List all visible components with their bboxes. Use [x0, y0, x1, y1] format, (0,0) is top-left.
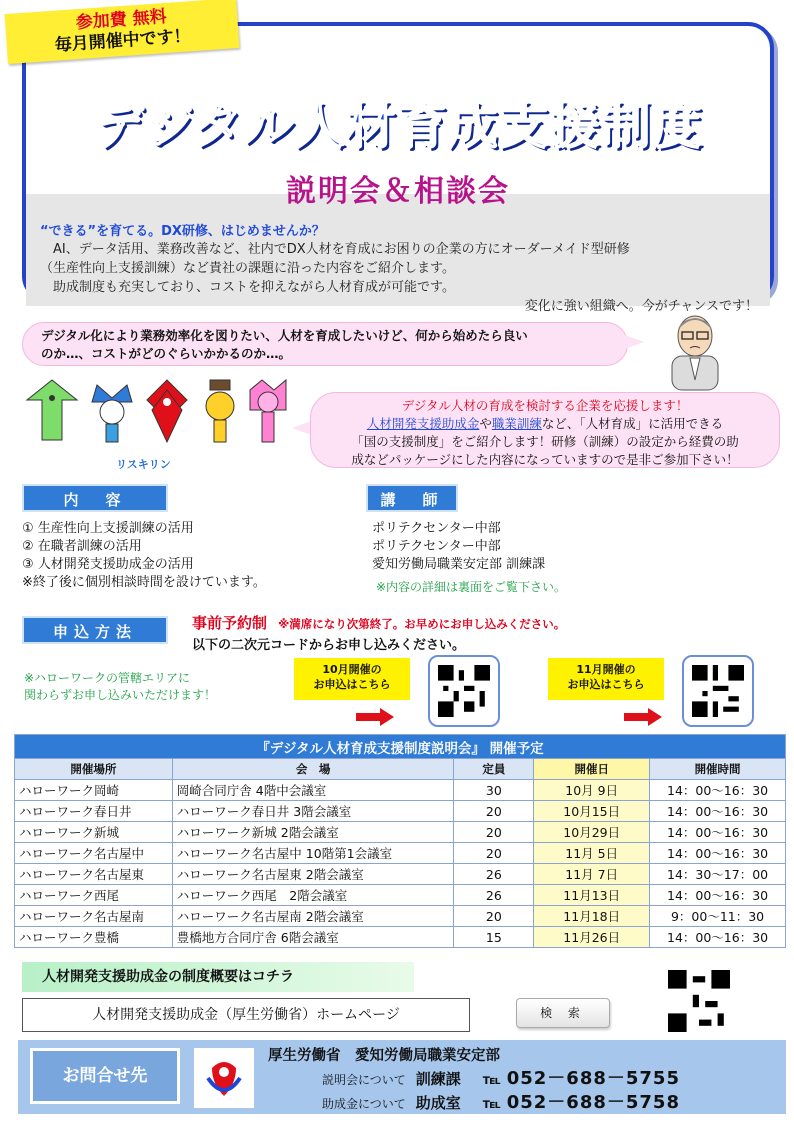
- venue-cell: ハローワーク名古屋南 2階会議室: [172, 906, 454, 927]
- venue-cell: ハローワーク名古屋中 10階第1会議室: [172, 843, 454, 864]
- venue-cell: ハローワーク春日井 3階会議室: [172, 801, 454, 822]
- worry-line: デジタル化により業務効率化を図りたい、人材を育成したいけど、何から始めたら良い: [41, 328, 528, 343]
- capacity-cell: 20: [454, 906, 534, 927]
- table-row: [15, 780, 786, 801]
- column-header: 開催場所: [15, 759, 173, 780]
- support-line: デジタル人材の育成を検討する企業を応援します！: [401, 398, 689, 413]
- support-line: 成などパッケージにした内容になっていますので是非ご参加下さい！: [351, 452, 739, 467]
- support-text: など、「人材育成」に活用できる: [541, 416, 724, 431]
- location-cell: ハローワーク新城: [15, 822, 173, 843]
- apply-instruction: 以下の二次元コードからお申し込みください。: [192, 638, 466, 653]
- worried-person-illustration: [660, 310, 730, 390]
- contact-footer: [18, 1040, 786, 1114]
- worry-bubble: [22, 322, 628, 366]
- search-button[interactable]: 検 索: [516, 998, 610, 1028]
- reservation-label: 事前予約制: [192, 614, 268, 632]
- reservation-block: [192, 612, 565, 633]
- content-list: [22, 520, 266, 592]
- apply-heading: 申込方法: [22, 616, 168, 644]
- time-cell: 14：00～16：30: [650, 801, 786, 822]
- homepage-search-field[interactable]: 人材開発支援助成金（厚生労働省）ホームページ: [22, 998, 470, 1032]
- location-cell: ハローワーク春日井: [15, 801, 173, 822]
- phone-number: 052－688－5758: [506, 1092, 680, 1113]
- capacity-cell: 20: [454, 843, 534, 864]
- connector-text: や: [479, 416, 492, 431]
- content-item: ① 生産性向上支援訓練の活用: [22, 521, 194, 536]
- tag-line: お申込はこちら: [313, 678, 391, 691]
- contact-dept: 助成室: [415, 1094, 461, 1112]
- table-row: [15, 801, 786, 822]
- venue-cell: ハローワーク名古屋東 2階会議室: [172, 864, 454, 885]
- location-cell: ハローワーク名古屋南: [15, 906, 173, 927]
- bubble-tail: [622, 334, 644, 350]
- phone-number: 052－688－5755: [506, 1068, 680, 1089]
- time-cell: 14：30～17：00: [650, 864, 786, 885]
- support-line: 「国の支援制度」をご紹介します！研修（訓練）の設定から経費の助: [351, 434, 739, 449]
- october-tag: [294, 658, 410, 700]
- capacity-cell: 26: [454, 864, 534, 885]
- column-header: 会 場: [172, 759, 454, 780]
- contact-row: [322, 1088, 680, 1114]
- date-cell: 11月 7日: [534, 864, 650, 885]
- table-caption: 『デジタル人材育成支援制度説明会』 開催予定: [15, 735, 786, 759]
- tel-label: ℡: [482, 1072, 501, 1088]
- location-cell: ハローワーク名古屋東: [15, 864, 173, 885]
- venue-cell: 岡崎合同庁舎 4階中会議室: [172, 780, 454, 801]
- date-cell: 10月 9日: [534, 780, 650, 801]
- content-note: ※終了後に個別相談時間を設けています。: [22, 575, 266, 590]
- time-cell: 14：00～16：30: [650, 885, 786, 906]
- content-item: ② 在職者訓練の活用: [22, 539, 142, 554]
- location-cell: ハローワーク豊橋: [15, 927, 173, 948]
- november-tag: [548, 658, 664, 700]
- contact-topic: 助成金について: [322, 1097, 406, 1111]
- hellowork-note-line: ※ハローワークの管轄エリアに: [24, 671, 191, 685]
- page-title: デジタル人材育成支援制度: [93, 97, 703, 155]
- table-row: [15, 843, 786, 864]
- time-cell: 14：00～16：30: [650, 780, 786, 801]
- subsidy-term: 人材開発支援助成金: [366, 416, 480, 431]
- capacity-cell: 20: [454, 822, 534, 843]
- catchphrase: “できる”を育てる。DX研修、はじめませんか？: [40, 224, 325, 239]
- time-cell: 14：00～16：30: [650, 822, 786, 843]
- support-line: [325, 415, 765, 433]
- instructor-item: 愛知労働局職業安定部 訓練課: [372, 557, 546, 572]
- right-arrow-icon: [624, 708, 662, 726]
- qr-november[interactable]: [682, 655, 754, 727]
- ministry-name: 厚生労働省 愛知労働局職業安定部: [268, 1048, 500, 1064]
- date-cell: 11月26日: [534, 927, 650, 948]
- intro-line: AI、データ活用、業務改善など、社内でDX人材を育成にお困りの企業の方にオーダーメイド型研修: [40, 242, 630, 257]
- table-row: [15, 822, 786, 843]
- reskilin-mascots: [22, 380, 302, 446]
- capacity-cell: 20: [454, 801, 534, 822]
- location-cell: ハローワーク名古屋中: [15, 843, 173, 864]
- date-cell: 11月18日: [534, 906, 650, 927]
- badge-monthly-text: 毎月開催中です！: [54, 26, 192, 56]
- date-cell: 10月15日: [534, 801, 650, 822]
- date-cell: 10月29日: [534, 822, 650, 843]
- date-cell: 11月 5日: [534, 843, 650, 864]
- table-row: [15, 885, 786, 906]
- badge-free-text: 参加費 無料: [75, 6, 168, 34]
- time-cell: 9：00～11：30: [650, 906, 786, 927]
- instructor-note: ※内容の詳細は裏面をご覧下さい。: [376, 580, 567, 594]
- content-item: ③ 人材開発支援助成金の活用: [22, 557, 194, 572]
- contact-label: お問合せ先: [30, 1048, 180, 1104]
- table-row: [15, 906, 786, 927]
- tag-line: お申込はこちら: [567, 678, 645, 691]
- location-cell: ハローワーク岡崎: [15, 780, 173, 801]
- intro-line: 変化に強い組織へ。今がチャンスです！: [524, 299, 758, 314]
- capacity-cell: 15: [454, 927, 534, 948]
- intro-line: 助成制度も充実しており、コストを抑えながら人材育成が可能です。: [40, 280, 455, 295]
- intro-text: [40, 240, 770, 316]
- capacity-cell: 30: [454, 780, 534, 801]
- training-term: 職業訓練: [491, 416, 542, 431]
- venue-cell: ハローワーク新城 2階会議室: [172, 822, 454, 843]
- qr-code-icon: [438, 665, 490, 717]
- hellowork-note-line: 関わらずお申し込みいただけます！: [24, 688, 217, 702]
- contact-topic: 説明会について: [322, 1073, 406, 1087]
- table-row: [15, 864, 786, 885]
- qr-code-icon: [692, 665, 744, 717]
- tel-label: ℡: [482, 1096, 501, 1112]
- contact-dept: 訓練課: [415, 1070, 461, 1088]
- worry-line: のか…、コストがどのぐらいかかるのか…。: [41, 346, 292, 361]
- tag-line: 11月開催の: [576, 663, 636, 676]
- header-card: [22, 22, 774, 314]
- content-heading: 内 容: [22, 484, 168, 512]
- reservation-note: ※満席になり次第終了。お早めにお申し込みください。: [278, 617, 566, 631]
- ministry-logo-icon: [194, 1048, 254, 1108]
- date-cell: 11月13日: [534, 885, 650, 906]
- page-subtitle: 説明会＆相談会: [286, 174, 510, 209]
- column-header: 開催日: [534, 759, 650, 780]
- subsidy-heading: 人材開発支援助成金の制度概要はコチラ: [22, 962, 414, 992]
- time-cell: 14：00～16：30: [650, 843, 786, 864]
- instructor-heading: 講 師: [366, 484, 458, 512]
- hellowork-note: [24, 670, 216, 704]
- time-cell: 14：00～16：30: [650, 927, 786, 948]
- location-cell: ハローワーク西尾: [15, 885, 173, 906]
- venue-cell: ハローワーク西尾 2階会議室: [172, 885, 454, 906]
- contact-row: [322, 1064, 680, 1090]
- column-header: 開催時間: [650, 759, 786, 780]
- right-arrow-icon: [356, 708, 394, 726]
- schedule-table: [14, 734, 786, 948]
- mascot-name-label: リスキリン: [116, 458, 171, 471]
- tag-line: 10月開催の: [322, 663, 382, 676]
- qr-october[interactable]: [428, 655, 500, 727]
- capacity-cell: 26: [454, 885, 534, 906]
- table-row: [15, 927, 786, 948]
- support-bubble: [310, 392, 780, 468]
- instructor-item: ポリテクセンター中部: [372, 521, 501, 536]
- venue-cell: 豊橋地方合同庁舎 6階会議室: [172, 927, 454, 948]
- instructor-item: ポリテクセンター中部: [372, 539, 501, 554]
- column-header: 定員: [454, 759, 534, 780]
- qr-code-icon[interactable]: [668, 970, 730, 1032]
- intro-line: （生産性向上支援訓練）など貴社の課題に沿った内容をご紹介します。: [40, 261, 455, 276]
- instructor-list: [372, 520, 566, 596]
